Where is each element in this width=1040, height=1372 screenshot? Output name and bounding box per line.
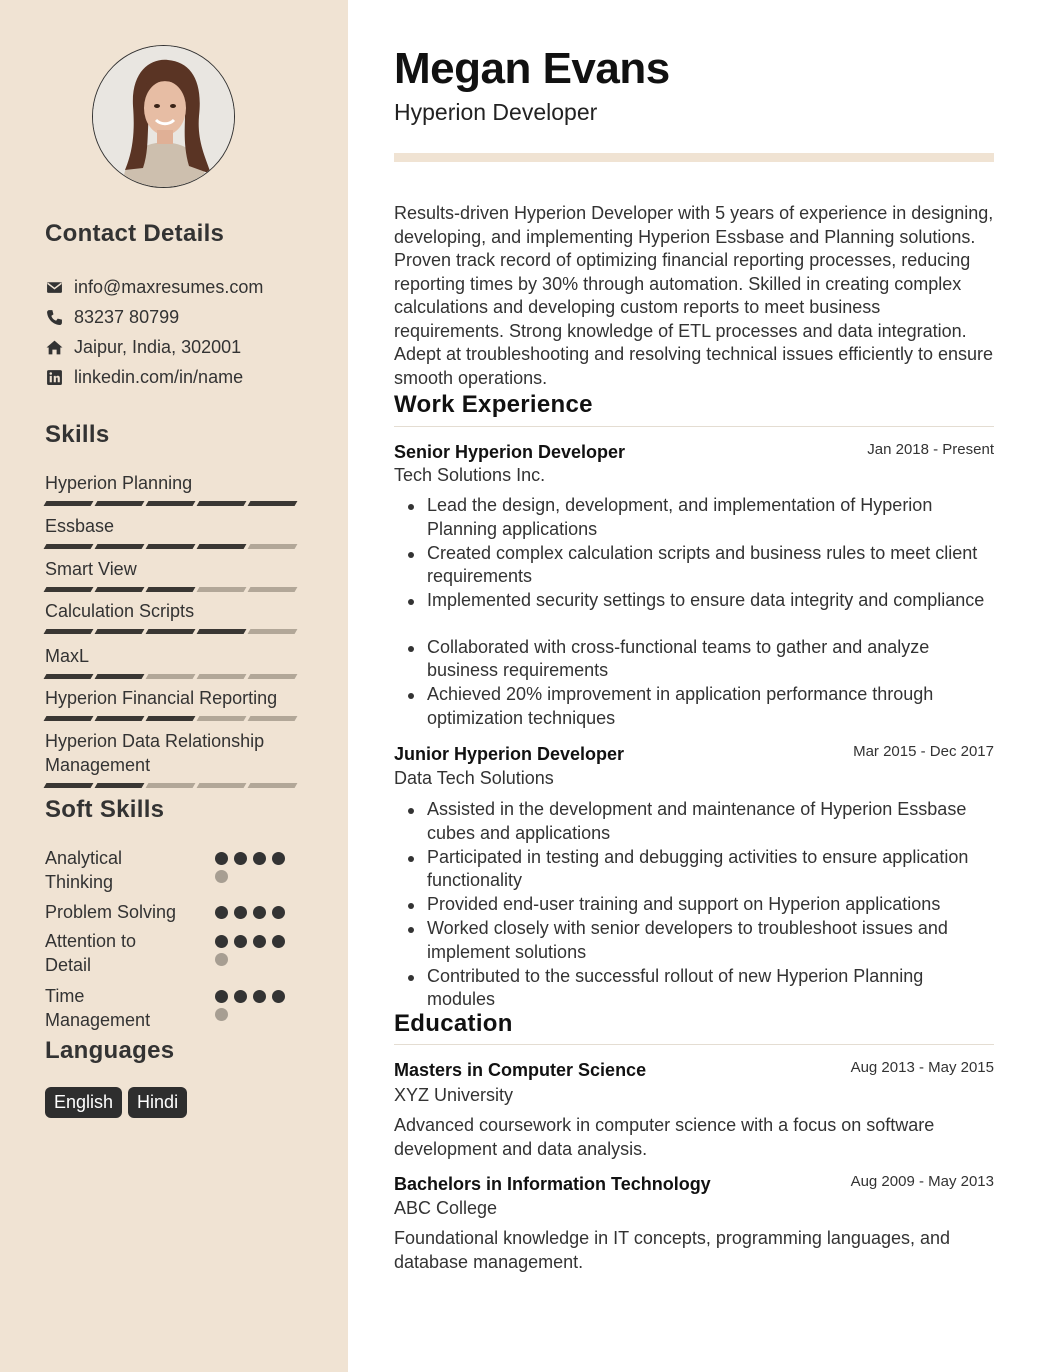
candidate-name: Megan Evans — [394, 44, 670, 93]
language-badge: English — [45, 1087, 122, 1118]
skill-label: Hyperion Financial Reporting — [45, 688, 278, 708]
contact-phone — [45, 305, 179, 329]
skill-label: Calculation Scripts — [45, 601, 195, 621]
skill-level-segment — [95, 716, 145, 721]
soft-skill-dot — [253, 935, 266, 948]
soft-skill-dots — [215, 990, 295, 1021]
soft-skill-item — [45, 846, 305, 894]
soft-skill-dots — [215, 906, 295, 919]
skill-level-segment — [146, 716, 196, 721]
skill-level-segment — [197, 501, 247, 506]
skill-level-segment — [44, 716, 94, 721]
soft-skill-dot — [215, 990, 228, 1003]
soft-skill-label: Time Management — [45, 986, 151, 1030]
skill-level-segment — [248, 544, 298, 549]
skill-level-segment — [95, 629, 145, 634]
skill-level-segment — [197, 587, 247, 592]
degree-description: Foundational knowledge in IT concepts, programming languages, and database management. — [394, 1228, 951, 1272]
contact-linkedin[interactable] — [45, 365, 243, 389]
skill-level-segment — [248, 501, 298, 506]
skill-item — [45, 644, 305, 679]
soft-skill-dot — [253, 906, 266, 919]
skill-level-bar — [45, 783, 305, 788]
skill-level-segment — [197, 544, 247, 549]
work-heading: Work Experience — [394, 391, 593, 418]
soft-skill-item — [45, 984, 305, 1032]
skill-level-segment — [146, 629, 196, 634]
school-name: XYZ University — [394, 1085, 514, 1105]
skill-level-segment — [95, 587, 145, 592]
soft-skill-label: Analytical Thinking — [45, 848, 123, 892]
contact-heading: Contact Details — [45, 220, 225, 247]
soft-skill-dot — [215, 870, 228, 883]
contact-email-text: info@maxresumes.com — [74, 276, 264, 297]
header-divider — [394, 153, 994, 162]
list-item: Participated in testing and debugging activities to ensure application functionality — [394, 846, 994, 893]
job-title: Senior Hyperion Developer — [394, 442, 626, 462]
degree-title: Bachelors in Information Technology — [394, 1174, 711, 1194]
summary: Results-driven Hyperion Developer with 5 years of experience in designing, developing, and implementing Hyperion Essbase and Planning solutions. Proven track record of optimizing financial reporting processes, reducing reporting times by 30% through automation. Skilled in creating complex calculations and developing custom reports to meet business requirements. Strong knowledge of ETL processes and data integration. Adept at troubleshooting and resolving technical issues efficiently to ensure smooth operations. — [394, 203, 994, 388]
skill-item — [45, 686, 305, 721]
degree-dates: Aug 2013 - May 2015 — [850, 1059, 994, 1076]
contact-phone-text: 83237 80799 — [74, 306, 180, 327]
job-company: Data Tech Solutions — [394, 768, 554, 788]
skill-item — [45, 599, 305, 634]
soft-skill-dot — [215, 953, 228, 966]
soft-skill-item — [45, 900, 305, 924]
language-badge: Hindi — [128, 1087, 187, 1118]
languages-heading: Languages — [45, 1037, 175, 1064]
skill-level-segment — [197, 783, 247, 788]
degree-description: Advanced coursework in computer science with a focus on software development and data analysis. — [394, 1115, 935, 1159]
skill-label: Hyperion Planning — [45, 473, 193, 493]
skill-level-segment — [44, 629, 94, 634]
skill-level-segment — [44, 783, 94, 788]
home-icon — [45, 338, 63, 356]
skill-level-bar — [45, 629, 305, 634]
skill-level-segment — [146, 783, 196, 788]
language-list — [45, 1087, 187, 1118]
school-name: ABC College — [394, 1198, 498, 1218]
soft-skills-heading: Soft Skills — [45, 796, 165, 823]
skill-label: MaxL — [45, 646, 90, 666]
list-item: Lead the design, development, and implementation of Hyperion Planning applications — [394, 494, 994, 541]
skill-level-bar — [45, 587, 305, 592]
list-item: Worked closely with senior developers to troubleshoot issues and implement solutions — [394, 917, 994, 964]
soft-skill-dots — [215, 935, 295, 966]
degree-title: Masters in Computer Science — [394, 1060, 647, 1080]
skill-level-segment — [44, 501, 94, 506]
soft-skill-dot — [272, 990, 285, 1003]
skill-item — [45, 557, 305, 592]
soft-skill-dot — [234, 852, 247, 865]
candidate-title: Hyperion Developer — [394, 99, 598, 125]
skill-level-bar — [45, 674, 305, 679]
skill-item — [45, 471, 305, 506]
section-divider — [394, 426, 994, 427]
skill-level-segment — [248, 716, 298, 721]
skill-level-bar — [45, 716, 305, 721]
skill-level-segment — [95, 674, 145, 679]
skill-label: Essbase — [45, 516, 115, 536]
skill-level-bar — [45, 501, 305, 506]
soft-skill-dot — [272, 935, 285, 948]
contact-email[interactable] — [45, 275, 263, 299]
list-item: Provided end-user training and support on Hyperion applications — [394, 893, 994, 917]
skill-level-segment — [248, 629, 298, 634]
skill-level-segment — [95, 501, 145, 506]
soft-skill-dot — [234, 906, 247, 919]
list-item: Contributed to the successful rollout of new Hyperion Planning modules — [394, 965, 994, 1012]
soft-skill-label: Problem Solving — [45, 902, 177, 922]
job-company: Tech Solutions Inc. — [394, 465, 546, 485]
skill-level-segment — [146, 544, 196, 549]
avatar — [92, 45, 235, 188]
skill-level-segment — [95, 783, 145, 788]
job-bullets — [394, 494, 994, 731]
skill-level-segment — [44, 544, 94, 549]
soft-skill-dot — [215, 935, 228, 948]
soft-skill-dot — [215, 906, 228, 919]
soft-skill-dot — [272, 852, 285, 865]
skill-level-segment — [146, 674, 196, 679]
skills-heading: Skills — [45, 421, 110, 448]
soft-skill-dots — [215, 852, 295, 883]
job-dates: Jan 2018 - Present — [867, 441, 994, 458]
contact-address — [45, 335, 241, 359]
skill-level-segment — [146, 587, 196, 592]
soft-skill-dot — [215, 1008, 228, 1021]
linkedin-icon — [45, 368, 63, 386]
list-item: Assisted in the development and maintenance of Hyperion Essbase cubes and applications — [394, 798, 994, 845]
list-item: Implemented security settings to ensure data integrity and compliance — [394, 589, 994, 613]
soft-skill-item — [45, 929, 305, 977]
education-heading: Education — [394, 1010, 513, 1037]
main-content — [348, 0, 1040, 1372]
skill-level-segment — [248, 587, 298, 592]
list-item: Achieved 20% improvement in application performance through optimization techniques — [394, 683, 994, 730]
soft-skill-dot — [253, 852, 266, 865]
list-item: Collaborated with cross-functional teams to gather and analyze business requirements — [394, 636, 994, 683]
skill-level-segment — [197, 674, 247, 679]
section-divider — [394, 1044, 994, 1045]
skill-item — [45, 514, 305, 549]
skill-level-segment — [44, 674, 94, 679]
skill-level-bar — [45, 544, 305, 549]
skill-item — [45, 729, 305, 788]
soft-skill-dot — [253, 990, 266, 1003]
list-item: Created complex calculation scripts and business rules to meet client requirements — [394, 542, 994, 589]
skill-level-segment — [95, 544, 145, 549]
skill-level-segment — [197, 716, 247, 721]
soft-skill-label: Attention to Detail — [45, 931, 137, 975]
sidebar — [0, 0, 348, 1372]
job-bullets — [394, 798, 994, 1012]
job-dates: Mar 2015 - Dec 2017 — [853, 743, 994, 760]
skill-label: Smart View — [45, 559, 137, 579]
envelope-icon — [45, 278, 63, 296]
phone-icon — [45, 308, 63, 326]
skill-level-segment — [197, 629, 247, 634]
soft-skill-dot — [215, 852, 228, 865]
skill-level-segment — [146, 501, 196, 506]
skill-label: Hyperion Data Relationship Management — [45, 731, 265, 775]
contact-linkedin-text: linkedin.com/in/name — [74, 366, 244, 387]
profile-photo — [93, 46, 235, 188]
skill-level-segment — [248, 674, 298, 679]
skill-level-segment — [248, 783, 298, 788]
soft-skill-dot — [272, 906, 285, 919]
soft-skill-dot — [234, 990, 247, 1003]
skill-level-segment — [44, 587, 94, 592]
job-title: Junior Hyperion Developer — [394, 744, 625, 764]
degree-dates: Aug 2009 - May 2013 — [850, 1173, 994, 1190]
soft-skill-dot — [234, 935, 247, 948]
contact-address-text: Jaipur, India, 302001 — [74, 336, 242, 357]
